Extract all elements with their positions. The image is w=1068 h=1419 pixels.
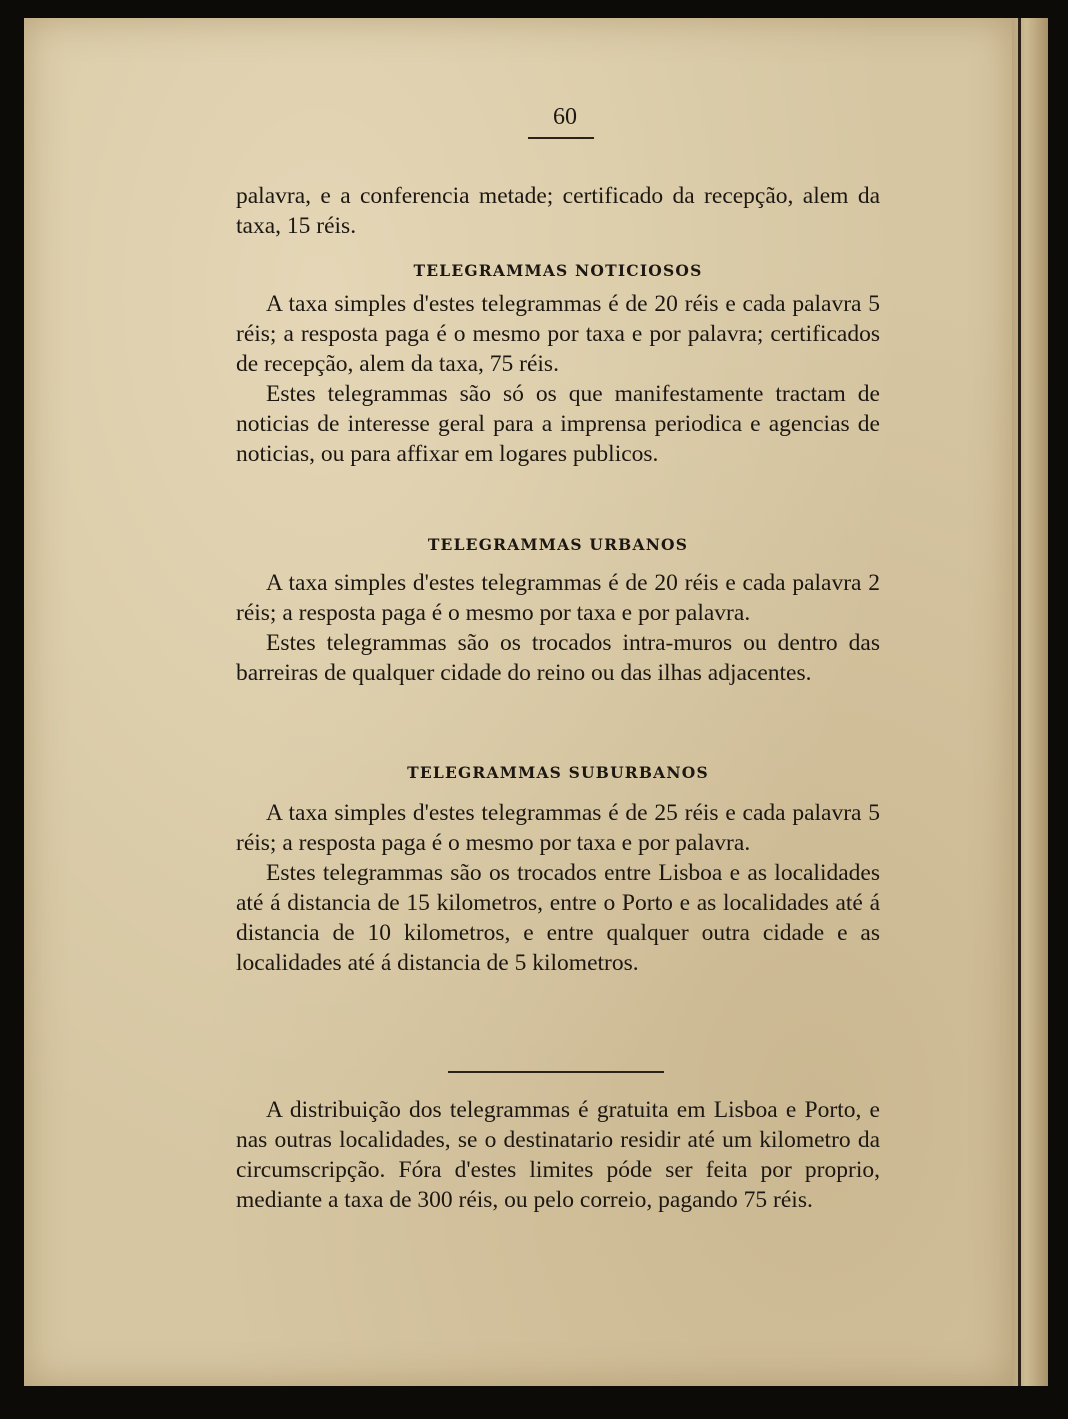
footer-block bbox=[236, 1095, 880, 1215]
paragraph: A taxa simples d'estes telegrammas é de 20 réis e cada palavra 2 réis; a resposta paga é o mesmo por taxa e por palavra. bbox=[236, 570, 880, 626]
section-heading: TELEGRAMMAS NOTICIOSOS bbox=[413, 261, 703, 280]
intro-paragraph: palavra, e a conferencia metade; certificado da recepção, alem da taxa, 15 réis. bbox=[236, 183, 880, 239]
footer-paragraph: A distribuição dos telegrammas é gratuita em Lisboa e Porto, e nas outras localidades, se o destinatario residir até um kilometro da circumscripção. Fóra d'estes limites póde ser feita por proprio, mediante a taxa de 300 réis, ou pelo correio, pagando 75 réis. bbox=[236, 1097, 880, 1213]
section-heading: TELEGRAMMAS SUBURBANOS bbox=[407, 763, 709, 782]
section-urbanos bbox=[236, 530, 880, 688]
page-number-rule bbox=[528, 137, 594, 139]
paragraph: Estes telegrammas são os trocados entre Lisboa e as localidades até á distancia de 15 kilometros, entre o Porto e as localidades até á distancia de 10 kilometros, e entre qualquer outra cidade e as localidades até á distancia de 5 kilometros. bbox=[236, 860, 880, 976]
paragraph: A taxa simples d'estes telegrammas é de 25 réis e cada palavra 5 réis; a resposta paga é o mesmo por taxa e por palavra. bbox=[236, 800, 880, 856]
intro-block bbox=[236, 181, 880, 241]
section-heading: TELEGRAMMAS URBANOS bbox=[427, 535, 689, 554]
section-separator bbox=[448, 1071, 664, 1073]
page-edge bbox=[1012, 18, 1048, 1386]
section-suburbanos bbox=[236, 758, 880, 978]
paragraph: Estes telegrammas são só os que manifestamente tractam de noticias de interesse geral para a imprensa periodica e agencias de noticias, ou para affixar em logares publicos. bbox=[236, 381, 880, 467]
section-noticiosos bbox=[236, 256, 880, 469]
paragraph: Estes telegrammas são os trocados intra-muros ou dentro das barreiras de qualquer cidade do reino ou das ilhas adjacentes. bbox=[236, 630, 880, 686]
paragraph: A taxa simples d'estes telegrammas é de 20 réis e cada palavra 5 réis; a resposta paga é o mesmo por taxa e por palavra; certificados de recepção, alem da taxa, 75 réis. bbox=[236, 291, 880, 377]
page-number: 60 bbox=[553, 104, 577, 130]
